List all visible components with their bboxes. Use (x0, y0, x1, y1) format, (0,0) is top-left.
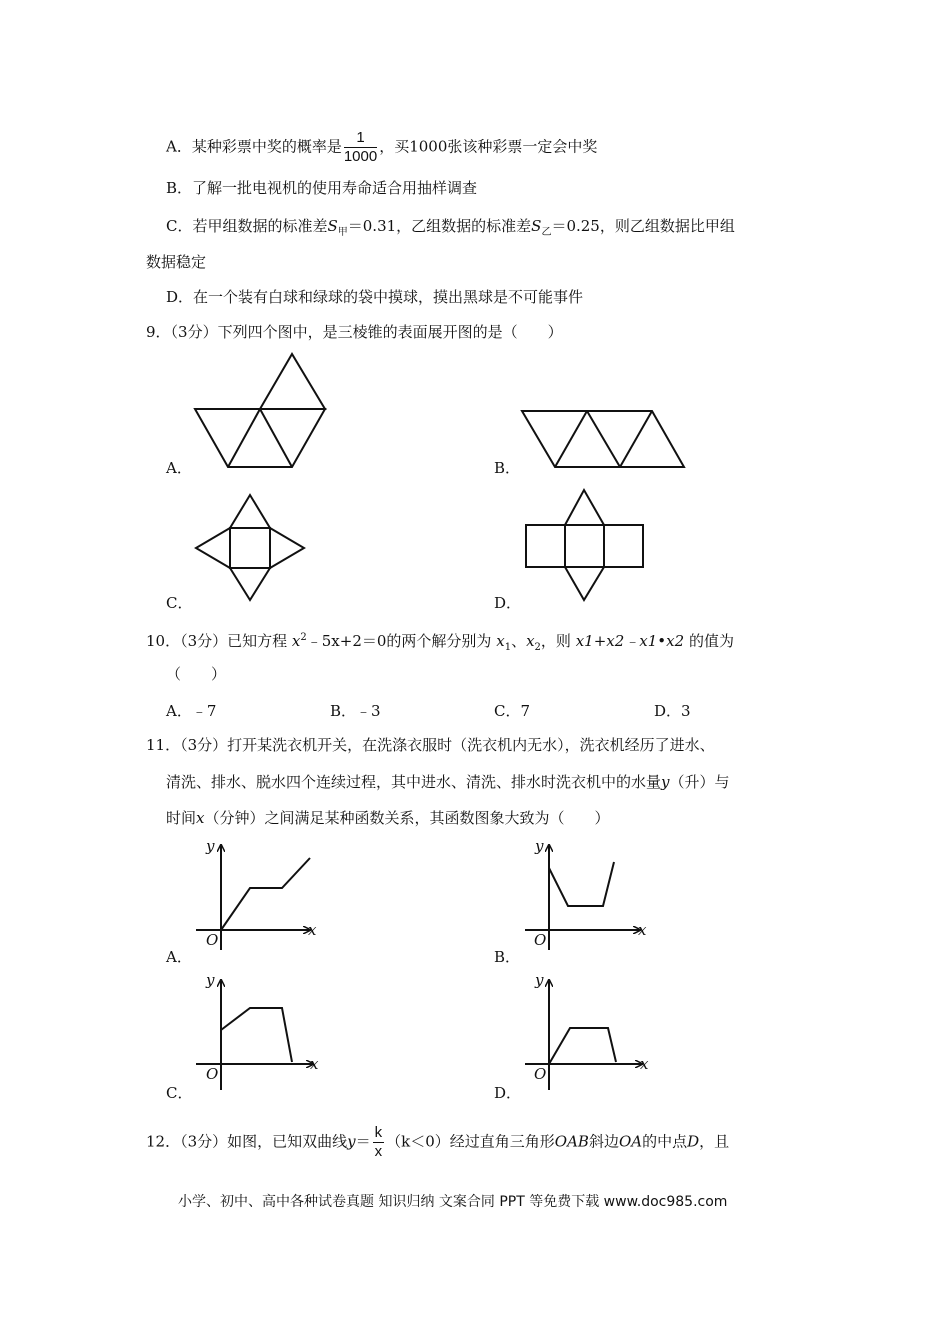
q11-c-x: x (310, 1055, 319, 1073)
q10-option-a: A．﹣7 (166, 702, 217, 720)
q9-stem: 9．（3分）下列四个图中，是三棱锥的表面展开图的是（ ） (146, 323, 563, 341)
q11-label-d: D． (494, 1084, 522, 1102)
q10-paren: （ ） (166, 665, 227, 683)
q11-line1: 11．（3分）打开某洗衣机开关，在洗涤衣服时（洗衣机内无水），洗衣机经历了进水、 (146, 736, 715, 754)
q9-label-a: A． (166, 459, 192, 477)
q11-c-y: y (206, 971, 215, 989)
q11-b-x: x (638, 921, 647, 939)
q10-stem: 10．（3分）已知方程 $x^2﹣5x+2=0$的两个解分别为 $x_1$、$x_2$，则 x1+x2﹣x1•x2 的值为 (146, 632, 734, 653)
q11-line2: 清洗、排水、脱水四个连续过程，其中进水、清洗、排水时洗衣机中的水量y（升）与 (166, 773, 730, 791)
q11-label-b: B． (494, 948, 521, 966)
q11-b-o: O (534, 931, 547, 949)
q12-stem: 12．（3分）如图，已知双曲线y＝ $\frac{k}{x}$ （k＜0）经过直角三角形OAB斜边OA的中点D，且 (146, 1124, 730, 1160)
q8-option-a: A．某种彩票中奖的概率是 $\frac{1}{1000}$ ，买1000张该种彩票一定会中奖 (166, 129, 598, 165)
fraction: $\frac{k}{x}$ (374, 1124, 383, 1160)
q11-d-y: y (535, 971, 544, 989)
q8-option-b: B．了解一批电视机的使用寿命适合用抽样调查 (166, 179, 478, 197)
q11-b-y: y (535, 837, 544, 855)
q9-label-c: C． (166, 594, 193, 612)
fraction: $\frac{1}{1000}$ (343, 129, 378, 165)
q11-d-o: O (534, 1065, 547, 1083)
q10-option-c: C．7 (494, 702, 531, 720)
page-footer: 小学、初中、高中各种试卷真题 知识归纳 文案合同 PPT 等免费下载 www.doc985.com (178, 1194, 728, 1210)
q9-label-b: B． (494, 459, 521, 477)
q9-label-d: D． (494, 594, 522, 612)
q8-option-d: D．在一个装有白球和绿球的袋中摸球，摸出黑球是不可能事件 (166, 288, 584, 306)
q11-label-c: C． (166, 1084, 193, 1102)
q10-option-d: D．3 (654, 702, 691, 720)
q11-d-x: x (640, 1055, 649, 1073)
q8-option-c-cont: 数据稳定 (146, 253, 207, 271)
q11-a-x: x (308, 921, 317, 939)
q11-label-a: A． (166, 948, 192, 966)
q11-a-y: y (206, 837, 215, 855)
q8-option-c: C．若甲组数据的标准差$S_甲=0.31$，乙组数据的标准差$S_乙=0.25$，则乙组数据比甲组 (166, 217, 735, 238)
q11-c-o: O (206, 1065, 219, 1083)
q11-line3: 时间x（分钟）之间满足某种函数关系，其函数图象大致为（ ） (166, 809, 610, 827)
q10-option-b: B．﹣3 (330, 702, 381, 720)
q11-a-o: O (206, 931, 219, 949)
